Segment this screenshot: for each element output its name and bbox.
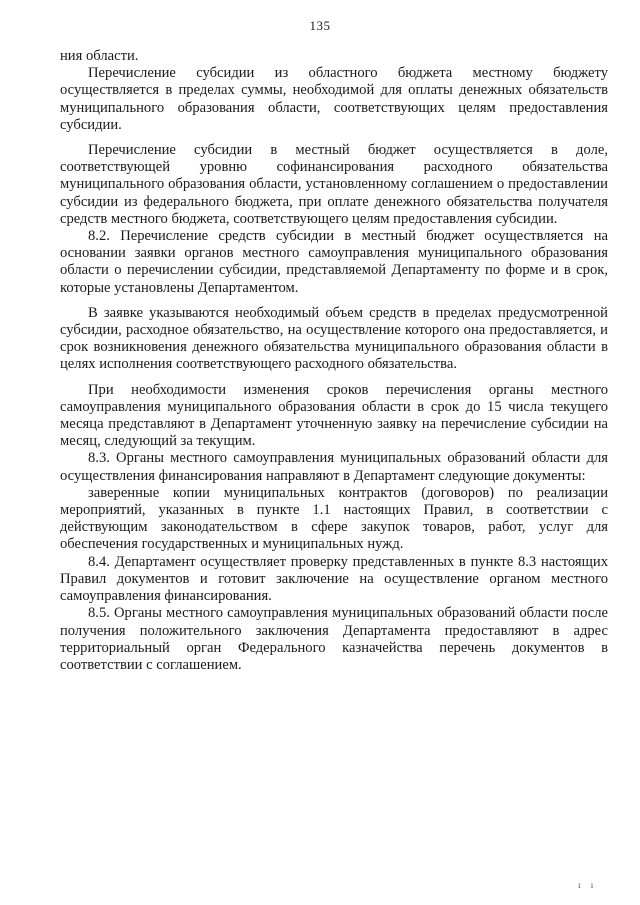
paragraph-1: Перечисление субсидии из областного бюджета местному бюджету осуществляется в пределах суммы, необходимой для оплаты денежных обязательств муниципального образования области, соответствующих целям предоставления субсидии. [60, 65, 608, 133]
paragraph-4: В заявке указываются необходимый объем средств в пределах предусмотренной субсидии, расходное обязательство, на осуществление которого она предоставляется, и срок возникновения денежного обязательства муниципального образования области в целях исполнения соответствующего расходного обязательства. [60, 304, 608, 373]
paragraph-2: Перечисление субсидии в местный бюджет осуществляется в доле, соответствующей уровню софинансирования расходного обязательства муниципального образования области, установленному соглашением о предоставлении субсидии из федерального бюджета, при оплате денежного обязательства получателя средств местного бюджета, соответствующего целям предоставления субсидии. [60, 142, 608, 227]
paragraph-8: 8.4. Департамент осуществляет проверку представленных в пункте 8.3 настоящих Правил документов и готовит заключение на осуществление органом местного самоуправления финансирования. [60, 553, 608, 605]
paragraph-6: 8.3. Органы местного самоуправления муниципальных образований области для осуществления финансирования направляют в Департамент следующие документы: [60, 450, 608, 484]
page-number: 135 [309, 18, 331, 33]
paragraph-5: При необходимости изменения сроков перечисления органы местного самоуправления муниципального образования области в срок до 15 числа текущего месяца представляют в Департамент уточненную заявку на перечисление субсидии на месяц, следующий за текущим. [60, 381, 608, 450]
paragraph-7: заверенные копии муниципальных контрактов (договоров) по реализации мероприятий, указанных в пункте 1.1 настоящих Правил, в соответствии с действующим законодательством в сфере закупок товаров, работ, услуг для обеспечения государственных и муниципальных нужд. [60, 484, 608, 553]
paragraph-3: 8.2. Перечисление средств субсидии в местный бюджет осуществляется на основании заявки органов местного самоуправления муниципального образования области о перечислении субсидии, представляемой Департаменту по форме и в срок, которые установлены Департаментом. [60, 228, 608, 296]
paragraph-0: ния области. [60, 48, 139, 64]
paragraph-9: 8.5. Органы местного самоуправления муниципальных образований области после получения положительного заключения Департамента предоставляют в адрес территориальный орган Федерального казначейства перечень документов в соответствии с соглашением. [60, 605, 608, 673]
document-body [60, 48, 608, 674]
scan-mark: ı ı [578, 880, 598, 890]
